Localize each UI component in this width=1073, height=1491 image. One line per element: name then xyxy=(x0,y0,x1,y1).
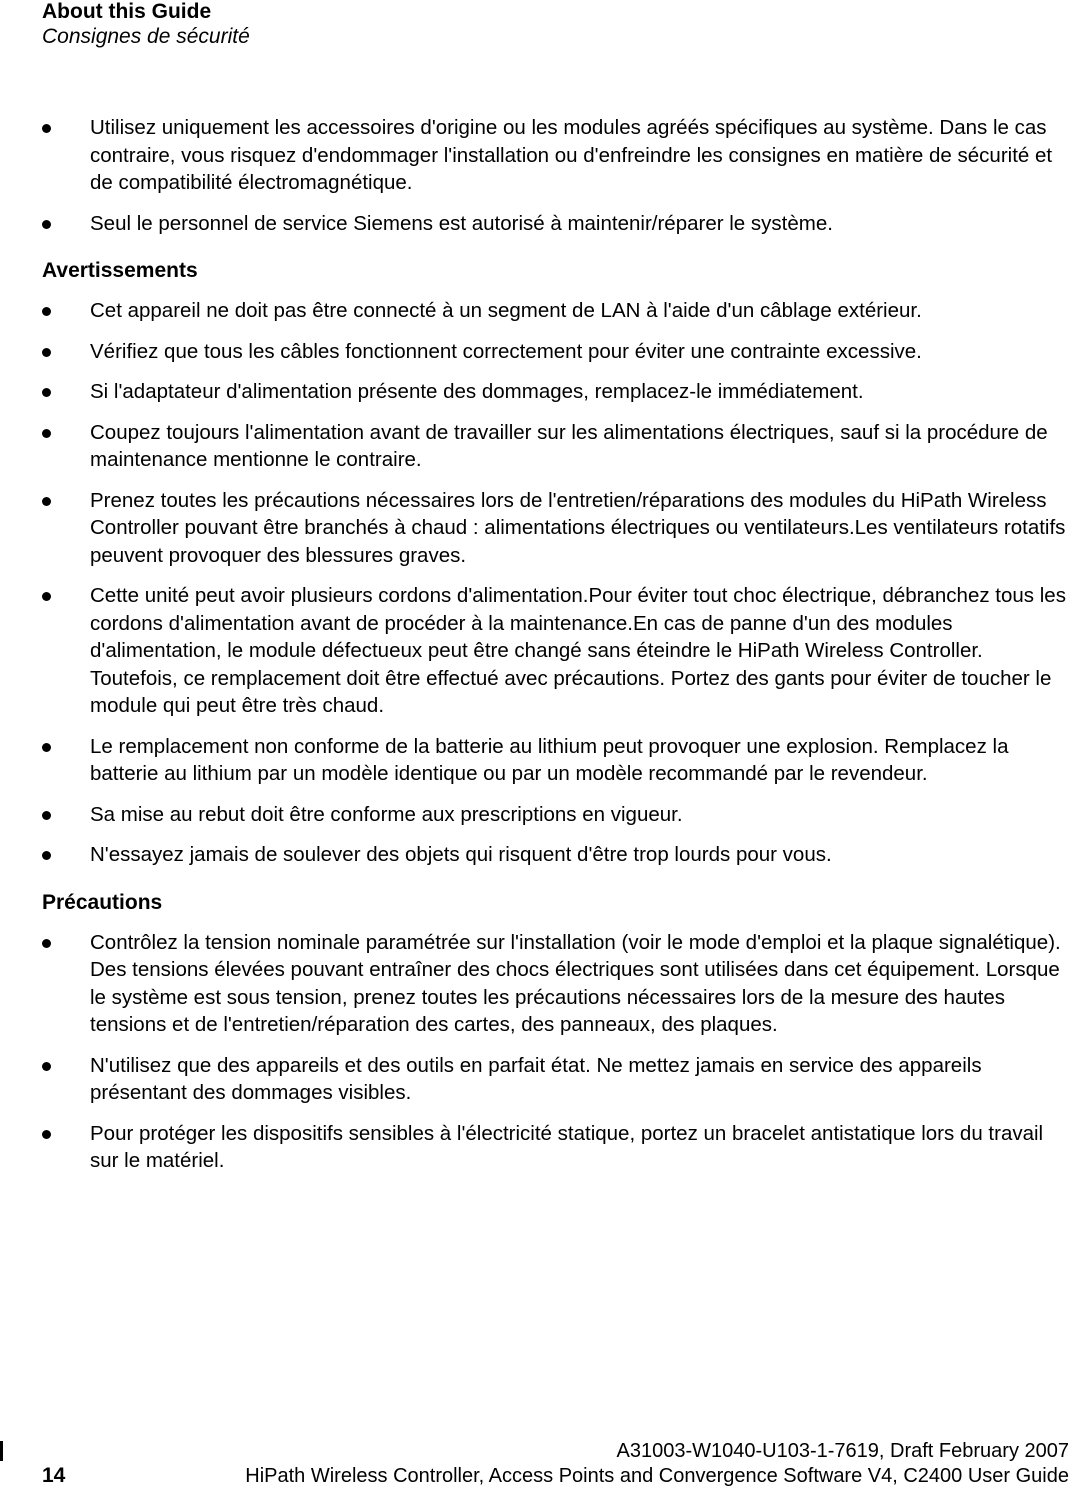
list-item xyxy=(42,841,1070,869)
list-item-text: Le remplacement non conforme de la batterie au lithium peut provoquer une explosion. Remplacez la batterie au lithium par un modèle identique ou par un modèle recommandé par le revendeur. xyxy=(90,734,1009,785)
list-item xyxy=(42,582,1070,720)
page-header xyxy=(42,0,1042,50)
list-item xyxy=(42,733,1070,788)
bullet-icon xyxy=(42,220,51,229)
bullet-icon xyxy=(42,307,51,316)
list-item-text: Cet appareil ne doit pas être connecté à un segment de LAN à l'aide d'un câblage extérieur. xyxy=(90,299,922,322)
list-item-text: N'utilisez que des appareils et des outils en parfait état. Ne mettez jamais en service des appareils présentant des dommages visibles. xyxy=(90,1053,982,1104)
list-item-text: Sa mise au rebut doit être conforme aux prescriptions en vigueur. xyxy=(90,802,683,826)
main-content xyxy=(42,114,1072,1188)
list-item xyxy=(42,801,1070,829)
bullet-icon xyxy=(42,348,51,357)
list-item xyxy=(42,297,1070,325)
list-item-text: Prenez toutes les précautions nécessaires lors de l'entretien/réparations des modules du HiPath Wireless Controller pouvant être branchés à chaud : alimentations électriques ou ventilateurs.Les ventilateurs rotatifs peuvent provoquer des blessures graves. xyxy=(90,488,1066,567)
list-item xyxy=(42,338,1070,366)
list-item-text: Coupez toujours l'alimentation avant de travailler sur les alimentations électriques, sauf si la procédure de maintenance mentionne le contraire. xyxy=(90,420,1048,471)
precautions-heading: Précautions xyxy=(42,890,163,914)
list-item xyxy=(42,487,1070,570)
bullet-icon xyxy=(42,939,51,948)
footer-document-id: A31003-W1040-U103-1-7619, Draft February 2007 xyxy=(616,1440,1069,1462)
list-item-text: Si l'adaptateur d'alimentation présente des dommages, remplacez-le immédiatement. xyxy=(90,380,864,403)
bullet-icon xyxy=(42,592,51,601)
list-item-text: Vérifiez que tous les câbles fonctionnent correctement pour éviter une contrainte excessive. xyxy=(90,339,922,363)
header-title: About this Guide xyxy=(42,0,212,23)
bullet-icon xyxy=(42,1062,51,1071)
list-item xyxy=(42,1052,1070,1107)
change-bar-marker xyxy=(0,1441,3,1461)
page-number: 14 xyxy=(42,1464,66,1487)
list-item xyxy=(42,1120,1070,1175)
list-item xyxy=(42,114,1070,197)
list-item xyxy=(42,210,1070,238)
header-subtitle: Consignes de sécurité xyxy=(42,25,250,48)
list-item-text: N'essayez jamais de soulever des objets qui risquent d'être trop lourds pour vous. xyxy=(90,843,832,866)
bullet-icon xyxy=(42,429,51,438)
bullet-icon xyxy=(42,811,51,820)
list-item xyxy=(42,929,1070,1039)
bullet-icon xyxy=(42,851,51,860)
list-item-text: Cette unité peut avoir plusieurs cordons d'alimentation.Pour éviter tout choc électrique, débranchez tous les cordons d'alimentation avant de procéder à la maintenance.En cas de panne d'un des modules d'alimentation, le module défectueux peut être changé sans éteindre le HiPath Wireless Controller. Toutefois, ce remplacement doit être effectué avec précautions. Portez des gants pour éviter de toucher le module qui peut être très chaud. xyxy=(90,584,1066,717)
list-item-text: Contrôlez la tension nominale paramétrée sur l'installation (voir le mode d'emploi et la plaque signalétique). Des tensions élevées pouvant entraîner des chocs électriques sont utilisées dans cet équipement. Lorsque le système est sous tension, prenez toutes les précautions nécessaires lors de la mesure des hautes tensions et de l'entretien/réparation des cartes, des panneaux, des plaques. xyxy=(90,930,1061,1036)
warnings-list xyxy=(42,297,1072,869)
list-item-text: Seul le personnel de service Siemens est autorisé à maintenir/réparer le système. xyxy=(90,211,833,235)
list-item xyxy=(42,378,1070,406)
list-item-text: Pour protéger les dispositifs sensibles à l'électricité statique, portez un bracelet antistatique lors du travail sur le matériel. xyxy=(90,1121,1044,1172)
footer-guide-title: HiPath Wireless Controller, Access Points and Convergence Software V4, C2400 User Guide xyxy=(245,1465,1069,1487)
bullet-icon xyxy=(42,124,51,133)
bullet-icon xyxy=(42,1130,51,1139)
list-item-text: Utilisez uniquement les accessoires d'origine ou les modules agréés spécifiques au système. Dans le cas contraire, vous risquez d'endommager l'installation ou d'enfreindre les consignes en matière de sécurité et de compatibilité électromagnétique. xyxy=(90,116,1053,194)
precautions-list xyxy=(42,929,1072,1175)
warnings-heading: Avertissements xyxy=(42,259,198,282)
intro-list xyxy=(42,114,1072,237)
bullet-icon xyxy=(42,743,51,752)
list-item xyxy=(42,419,1070,474)
bullet-icon xyxy=(42,388,51,397)
bullet-icon xyxy=(42,497,51,506)
